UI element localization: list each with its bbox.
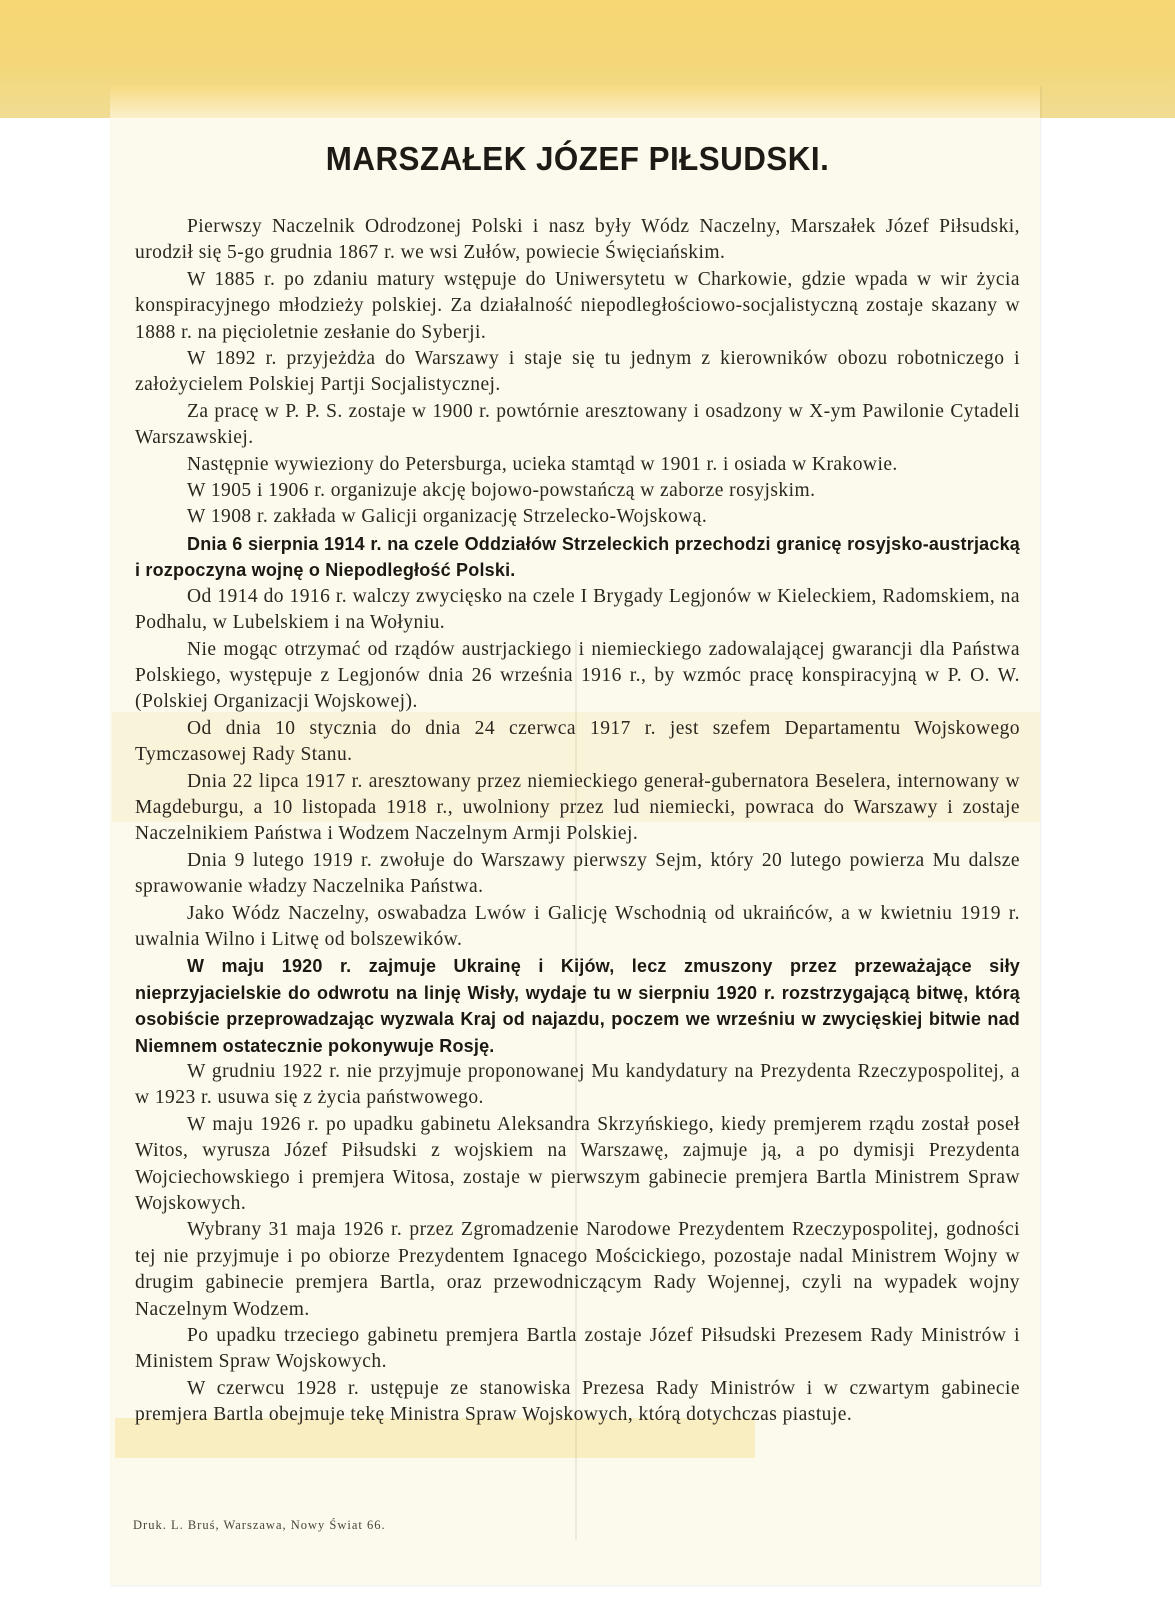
paragraph: Od 1914 do 1916 r. walczy zwycięsko na czele I Brygady Legjonów w Kieleckiem, Radomskiem, na Podhalu, w Lubelskiem i na Wołyniu. xyxy=(135,585,1020,634)
paragraph: Dnia 9 lutego 1919 r. zwołuje do Warszawy pierwszy Sejm, który 20 lutego powierza Mu dalsze sprawowanie władzy Naczelnika Państwa. xyxy=(135,849,1020,898)
paragraph: W czerwcu 1928 r. ustępuje ze stanowiska Prezesa Rady Ministrów i w czwartym gabinecie premjera Bartla obejmuje tekę Ministra Spraw Wojskowych, którą dotychczas piastuje. xyxy=(135,1377,1020,1426)
paragraph: W 1892 r. przyjeżdża do Warszawy i staje się tu jednym z kierowników obozu robotniczego i założycielem Polskiej Partji Socjalistycznej. xyxy=(135,348,1020,396)
paragraph: Jako Wódz Naczelny, oswabadza Lwów i Galicję Wschodnią od ukraińców, a w kwietniu 1919 r. uwalnia Wilno i Litwę od bolszewików. xyxy=(135,902,1020,950)
paragraph: W 1885 r. po zdaniu matury wstępuje do Uniwersytetu w Charkowie, gdzie wpada w wir życia konspiracyjnego młodzieży polskiej. Za działalność niepodległościowo-socjalistyczną zostaje skazany w 1888 r. na pięcioletnie zesłanie do Syberji. xyxy=(135,268,1020,343)
paragraph: Następnie wywieziony do Petersburga, ucieka stamtąd w 1901 r. i osiada w Krakowie. xyxy=(187,453,898,475)
paragraph: Wybrany 31 maja 1926 r. przez Zgromadzenie Narodowe Prezydentem Rzeczypospolitej, godności tej nie przyjmuje i po obiorze Prezydentem Ignacego Mościckiego, pozostaje nadal Ministrem Wojny w drugim gabinecie premjera Bartla, oraz przewodniczącym Rady Wojennej, czyli na wypadek wojny Naczelnym Wodzem. xyxy=(135,1219,1020,1320)
paragraph: W 1908 r. zakłada w Galicji organizację Strzelecko-Wojskową. xyxy=(187,506,708,528)
document-body xyxy=(135,140,1020,1429)
paragraph-bold: W maju 1920 r. zajmuje Ukrainę i Kijów, lecz zmuszony przez przeważające siły nieprzyjacielskie do odwrotu na linję Wisły, wydaje tu w sierpniu 1920 r. rozstrzygającą bitwę, którą osobiście przeprowadzając wyzwala Kraj od najazdu, poczem we wrześniu w zwycięskiej bitwie nad Niemnem ostatecznie pokonywuje Rosję. xyxy=(135,956,1020,1056)
paragraph-bold: Dnia 6 sierpnia 1914 r. na czele Oddziałów Strzeleckich przechodzi granicę rosyjsko-austrjacką i rozpoczyna wojnę o Niepodległość Polski. xyxy=(135,533,1020,581)
paragraph: Pierwszy Naczelnik Odrodzonej Polski i nasz były Wódz Naczelny, Marszałek Józef Piłsudski, urodził się 5-go grudnia 1867 r. we wsi Zułów, powiecie Święciańskim. xyxy=(135,216,1020,264)
document-title: MARSZAŁEK JÓZEF PIŁSUDSKI. xyxy=(325,140,830,177)
paragraph: Po upadku trzeciego gabinetu premjera Bartla zostaje Józef Piłsudski Prezesem Rady Ministrów i Ministem Spraw Wojskowych. xyxy=(135,1325,1020,1373)
paragraph: W 1905 i 1906 r. organizuje akcję bojowo-powstańczą w zaborze rosyjskim. xyxy=(187,480,816,502)
paragraph: Nie mogąc otrzymać od rządów austrjackiego i niemieckiego zadowalającej gwarancji dla Państwa Polskiego, występuje z Legjonów dnia 26 września 1916 r., by wzmóc pracę konspiracyjną w P. O. W. (Polskiej Organizacji Wojskowej). xyxy=(135,638,1020,713)
paragraph: Od dnia 10 stycznia do dnia 24 czerwca 1917 r. jest szefem Departamentu Wojskowego Tymczasowej Rady Stanu. xyxy=(135,717,1020,766)
printer-imprint: Druk. L. Bruś, Warszawa, Nowy Świat 66. xyxy=(133,1518,386,1532)
paragraph: W grudniu 1922 r. nie przyjmuje proponowanej Mu kandydatury na Prezydenta Rzeczypospolitej, a w 1923 r. usuwa się z życia państwowego. xyxy=(135,1061,1020,1109)
paragraph: W maju 1926 r. po upadku gabinetu Aleksandra Skrzyńskiego, kiedy premjerem rządu został poseł Witos, wyrusza Józef Piłsudski z wojskiem na Warszawę, zajmuje ją, a po dymisji Prezydenta Wojciechowskiego i premjera Witosa, zostaje w pierwszym gabinecie premjera Bartla Ministrem Spraw Wojskowych. xyxy=(135,1113,1020,1215)
paragraph: Za pracę w P. P. S. zostaje w 1900 r. powtórnie aresztowany i osadzony w X-ym Pawilonie Cytadeli Warszawskiej. xyxy=(135,400,1020,449)
paragraph: Dnia 22 lipca 1917 r. aresztowany przez niemieckiego generał-gubernatora Beselera, internowany w Magdeburgu, a 10 listopada 1918 r., uwolniony przez lud niemiecki, powraca do Warszawy i zostaje Naczelnikiem Państwa i Wodzem Naczelnym Armji Polskiej. xyxy=(135,770,1020,845)
